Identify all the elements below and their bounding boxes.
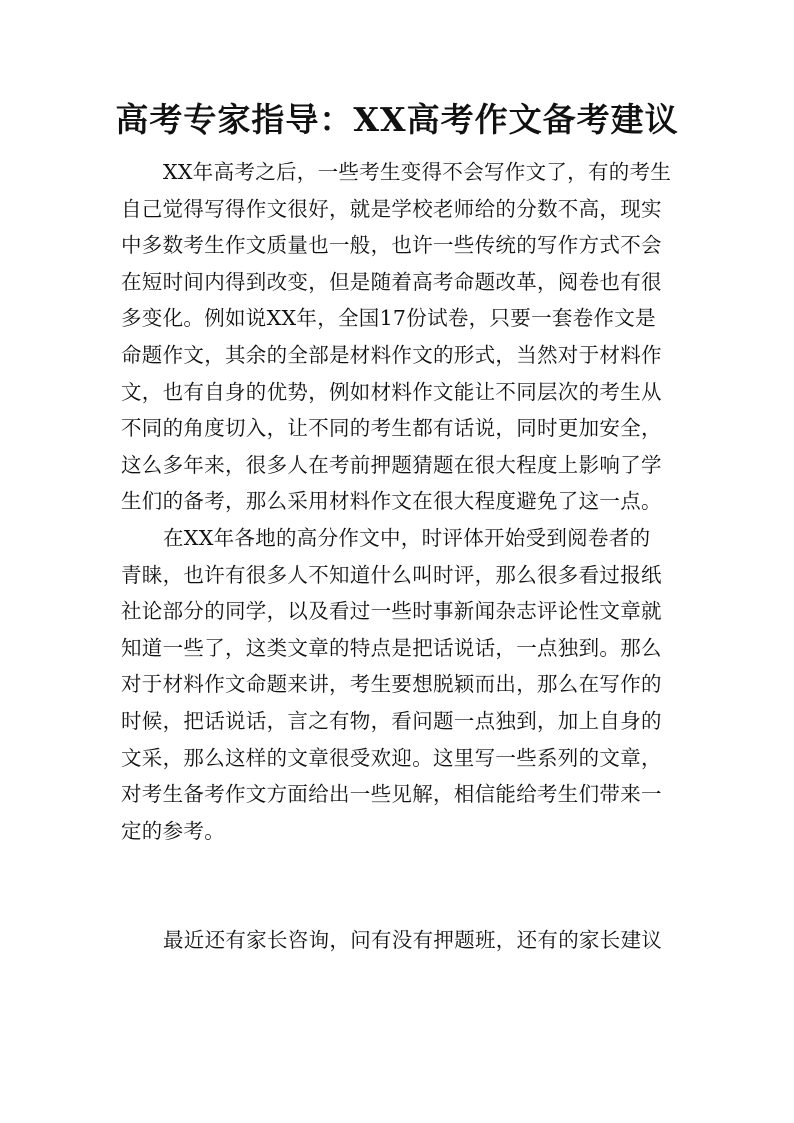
paragraph-line: XX年高考之后，一些考生变得不会写作文了，有的考生 bbox=[163, 160, 672, 184]
paragraph-2 bbox=[121, 520, 691, 849]
paragraph-line: 文，也有自身的优势，例如材料作文能让不同层次的考生从 bbox=[121, 379, 662, 404]
paragraph-line: 中多数考生作文质量也一般，也许一些传统的写作方式不会 bbox=[121, 233, 662, 258]
paragraph-line: 生们的备考，那么采用材料作文在很大程度避免了这一点。 bbox=[121, 489, 662, 514]
paragraph-line: 不同的角度切入，让不同的考生都有话说，同时更加安全， bbox=[121, 416, 662, 441]
paragraph-line: 这么多年来，很多人在考前押题猜题在很大程度上影响了学 bbox=[121, 452, 662, 477]
paragraph-3 bbox=[121, 922, 691, 959]
paragraph-line: 在XX年各地的高分作文中，时评体开始受到阅卷者的 bbox=[163, 525, 651, 550]
paragraph-line: 最近还有家长咨询，问有没有押题班，还有的家长建议 bbox=[163, 928, 663, 953]
paragraph-line: 自己觉得写得作文很好，就是学校老师给的分数不高，现实 bbox=[121, 196, 662, 221]
paragraph-line: 在短时间内得到改变，但是随着高考命题改革，阅卷也有很 bbox=[121, 269, 662, 294]
paragraph-line: 青睐，也许有很多人不知道什么叫时评，那么很多看过报纸 bbox=[121, 562, 662, 587]
paragraph-line: 对于材料作文命题来讲，考生要想脱颖而出，那么在写作的 bbox=[121, 672, 662, 697]
paragraph-line: 知道一些了，这类文章的特点是把话说话，一点独到。那么 bbox=[121, 635, 662, 660]
paragraph-line: 命题作文，其余的全部是材料作文的形式，当然对于材料作 bbox=[121, 342, 662, 367]
paragraph-line: 时候，把话说话，言之有物，看问题一点独到，加上自身的 bbox=[121, 708, 662, 733]
paragraph-line: 多变化。例如说XX年，全国17份试卷，只要一套卷作文是 bbox=[121, 306, 656, 331]
paragraph-1 bbox=[121, 154, 691, 520]
paragraph-line: 社论部分的同学，以及看过一些时事新闻杂志评论性文章就 bbox=[121, 599, 662, 624]
paragraph-line: 对考生备考作文方面给出一些见解，相信能给考生们带来一 bbox=[121, 782, 662, 807]
paragraph-line: 文采，那么这样的文章很受欢迎。这里写一些系列的文章， bbox=[121, 745, 662, 770]
document-body bbox=[121, 154, 691, 959]
paragraph-line: 定的参考。 bbox=[121, 818, 225, 843]
document-title: 高考专家指导：XX高考作文备考建议 bbox=[115, 100, 679, 139]
paragraph-spacer bbox=[121, 849, 691, 922]
